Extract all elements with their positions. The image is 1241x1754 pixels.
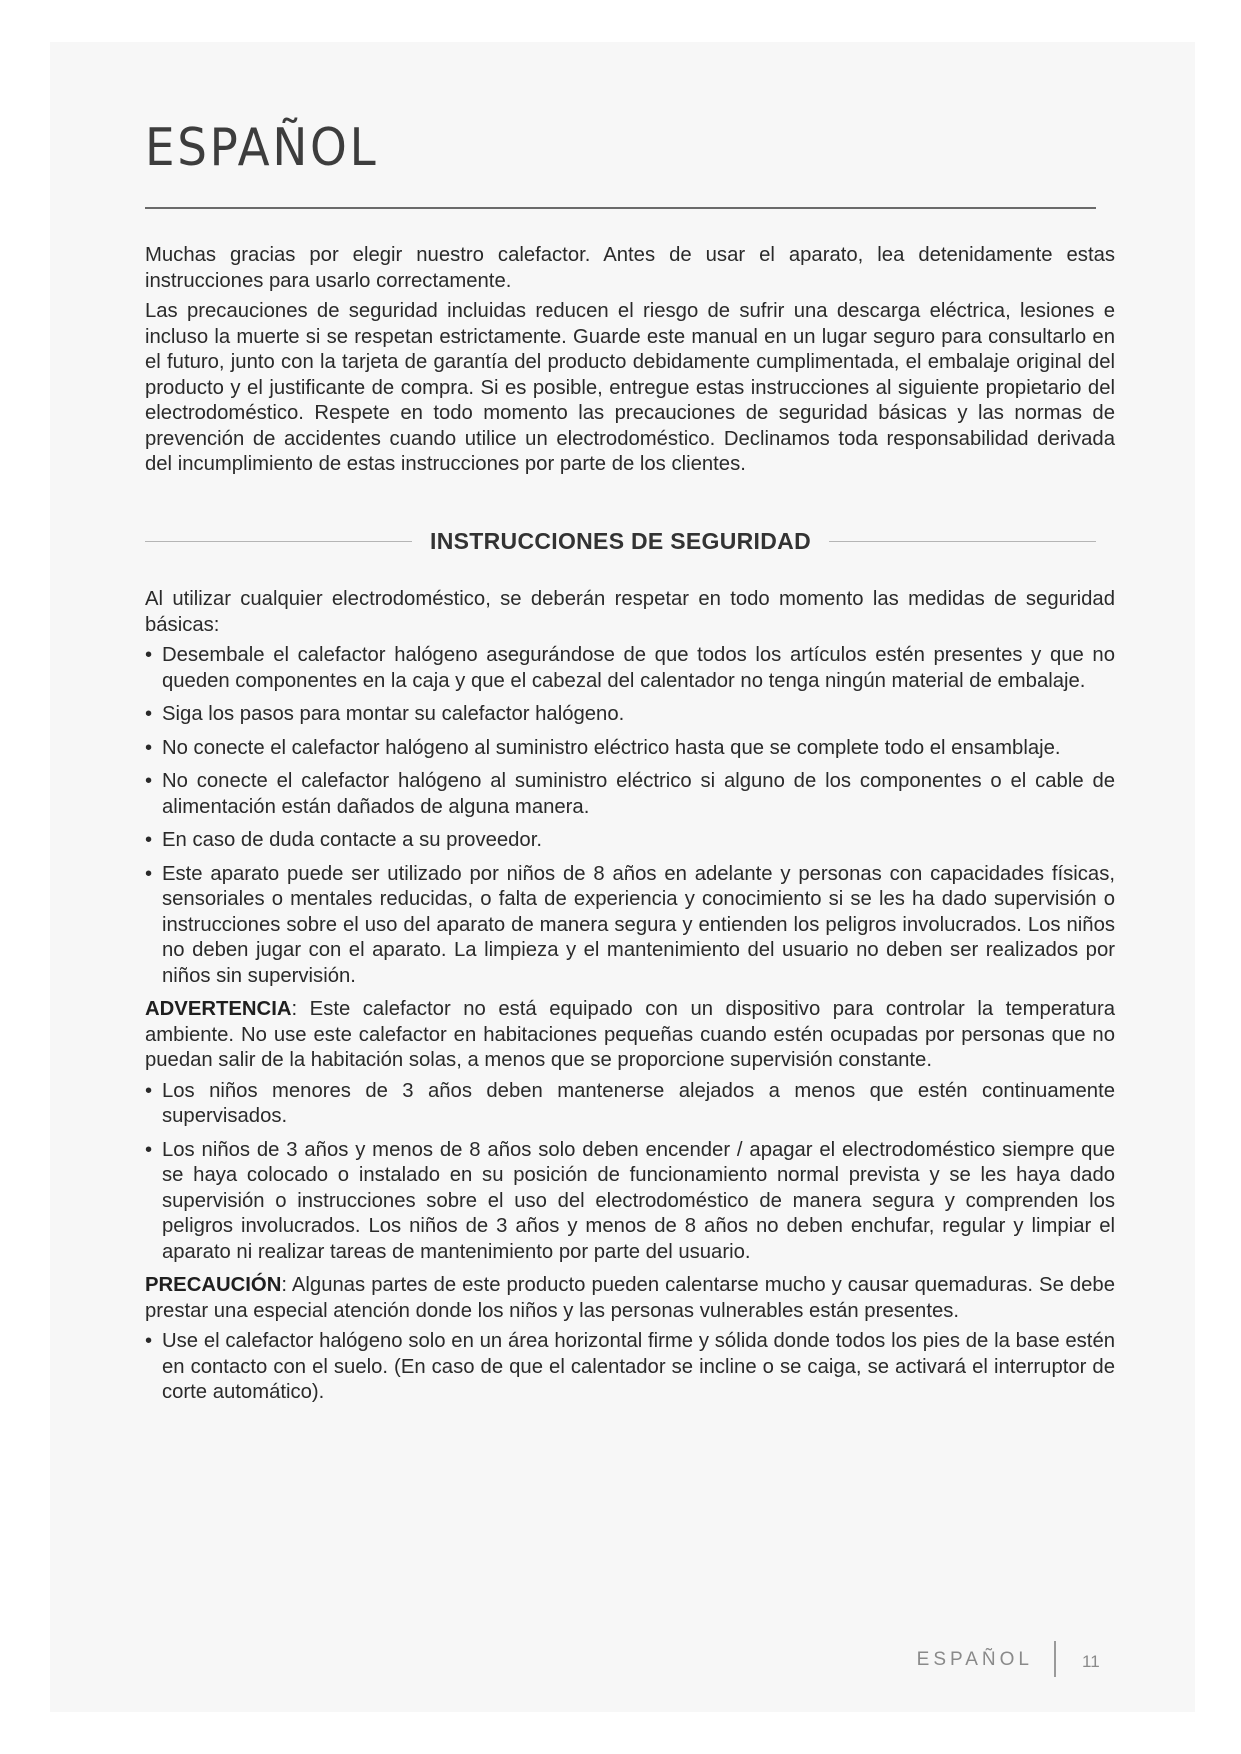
safety-list-3	[145, 1329, 1115, 1406]
list-item: • En caso de duda contacte a su proveedor.	[145, 828, 1115, 854]
list-item: • No conecte el calefactor halógeno al suministro eléctrico hasta que se complete todo el ensamblaje.	[145, 736, 1115, 762]
title-divider	[145, 207, 1096, 209]
bullet-icon: •	[145, 1079, 153, 1102]
page-number: 11	[1082, 1652, 1100, 1671]
heading-rule-right	[829, 541, 1096, 542]
list-item: • Desembale el calefactor halógeno asegurándose de que todos los artículos estén presentes y que no queden componentes en la caja y que el cabezal del calentador no tenga ningún material de embalaje.	[145, 644, 1115, 692]
safety-lead: Al utilizar cualquier electrodoméstico, se deberán respetar en todo momento las medidas de seguridad básicas:	[145, 588, 1115, 636]
warning-paragraph	[145, 997, 1115, 1074]
bullet-icon: •	[145, 703, 153, 725]
section-heading-label: INSTRUCCIONES DE SEGURIDAD	[430, 527, 811, 554]
section-heading	[145, 529, 1096, 555]
list-item: • Use el calefactor halógeno solo en un área horizontal firme y sólida donde todos los pies de la base estén en contacto con el suelo. (En caso de que el calentador se incline o se caiga, se activará el interruptor de corte automático).	[145, 1330, 1115, 1403]
caution-label: PRECAUCIÓN	[145, 1274, 282, 1296]
list-item: • No conecte el calefactor halógeno al suministro eléctrico si alguno de los componentes o el cable de alimentación están dañados de alguna manera.	[145, 770, 1115, 818]
list-item: • Los niños de 3 años y menos de 8 años solo deben encender / apagar el electrodoméstico siempre que se haya colocado o instalado en su posición de funcionamiento normal prevista y se les haya dado supervisión o instrucciones sobre el uso del electrodoméstico de manera segura y comprenden los peligros involucrados. Los niños de 3 años y menos de 8 años no deben enchufar, regular y limpiar el aparato ni realizar tareas de mantenimiento por parte del usuario.	[145, 1138, 1115, 1263]
caution-text: : Algunas partes de este producto pueden calentarse mucho y causar quemaduras. Se debe prestar una especial atención donde los niños y las personas vulnerables están presentes.	[145, 1274, 1115, 1322]
bullet-icon: •	[145, 736, 153, 759]
list-item: • Este aparato puede ser utilizado por niños de 8 años en adelante y personas con capacidades físicas, sensoriales o mentales reducidas, o falta de experiencia y conocimiento si se les ha dado supervisión o instrucciones sobre el uso del aparato de manera segura y entienden los peligros involucrados. Los niños no deben jugar con el aparato. La limpieza y el mantenimiento del usuario no deben ser realizados por niños sin supervisión.	[145, 862, 1115, 987]
intro-paragraph-1: Muchas gracias por elegir nuestro calefactor. Antes de usar el aparato, lea detenidamente estas instrucciones para usarlo correctamente.	[145, 244, 1115, 292]
bullet-icon: •	[145, 1138, 153, 1161]
bullet-icon: •	[145, 770, 153, 792]
footer-separator	[1054, 1641, 1056, 1677]
bullet-icon: •	[145, 862, 153, 885]
caution-paragraph	[145, 1273, 1115, 1324]
list-item: • Los niños menores de 3 años deben mantenerse alejados a menos que estén continuamente supervisados.	[145, 1079, 1115, 1127]
footer-language: ESPAÑOL	[916, 1649, 1033, 1670]
heading-rule-left	[145, 541, 412, 542]
bullet-icon: •	[145, 644, 153, 666]
bullet-icon: •	[145, 1330, 153, 1352]
safety-list-1	[145, 643, 1115, 989]
safety-list-2	[145, 1079, 1115, 1266]
main-content	[145, 243, 1115, 1414]
page-footer	[0, 1647, 1241, 1677]
intro-paragraph-2: Las precauciones de seguridad incluidas reducen el riesgo de sufrir una descarga eléctrica, lesiones e incluso la muerte si se respetan estrictamente. Guarde este manual en un lugar seguro para consultarlo en el futuro, junto con la tarjeta de garantía del producto debidamente cumplimentada, el embalaje original del producto y el justificante de compra. Si es posible, entregue estas instrucciones al siguiente propietario del electrodoméstico. Respete en todo momento las precauciones de seguridad básicas y las normas de prevención de accidentes cuando utilice un electrodoméstico. Declinamos toda responsabilidad derivada del incumplimiento de estas instrucciones por parte de los clientes.	[145, 300, 1115, 475]
list-item: • Siga los pasos para montar su calefactor halógeno.	[145, 702, 1115, 728]
warning-label: ADVERTENCIA	[145, 998, 292, 1020]
bullet-icon: •	[145, 829, 153, 851]
page-title: ESPAÑOL	[145, 118, 379, 178]
warning-text: : Este calefactor no está equipado con un dispositivo para controlar la temperatura ambiente. No use este calefactor en habitaciones pequeñas cuando estén ocupadas por personas que no puedan salir de la habitación solas, a menos que se proporcione supervisión constante.	[145, 998, 1115, 1071]
